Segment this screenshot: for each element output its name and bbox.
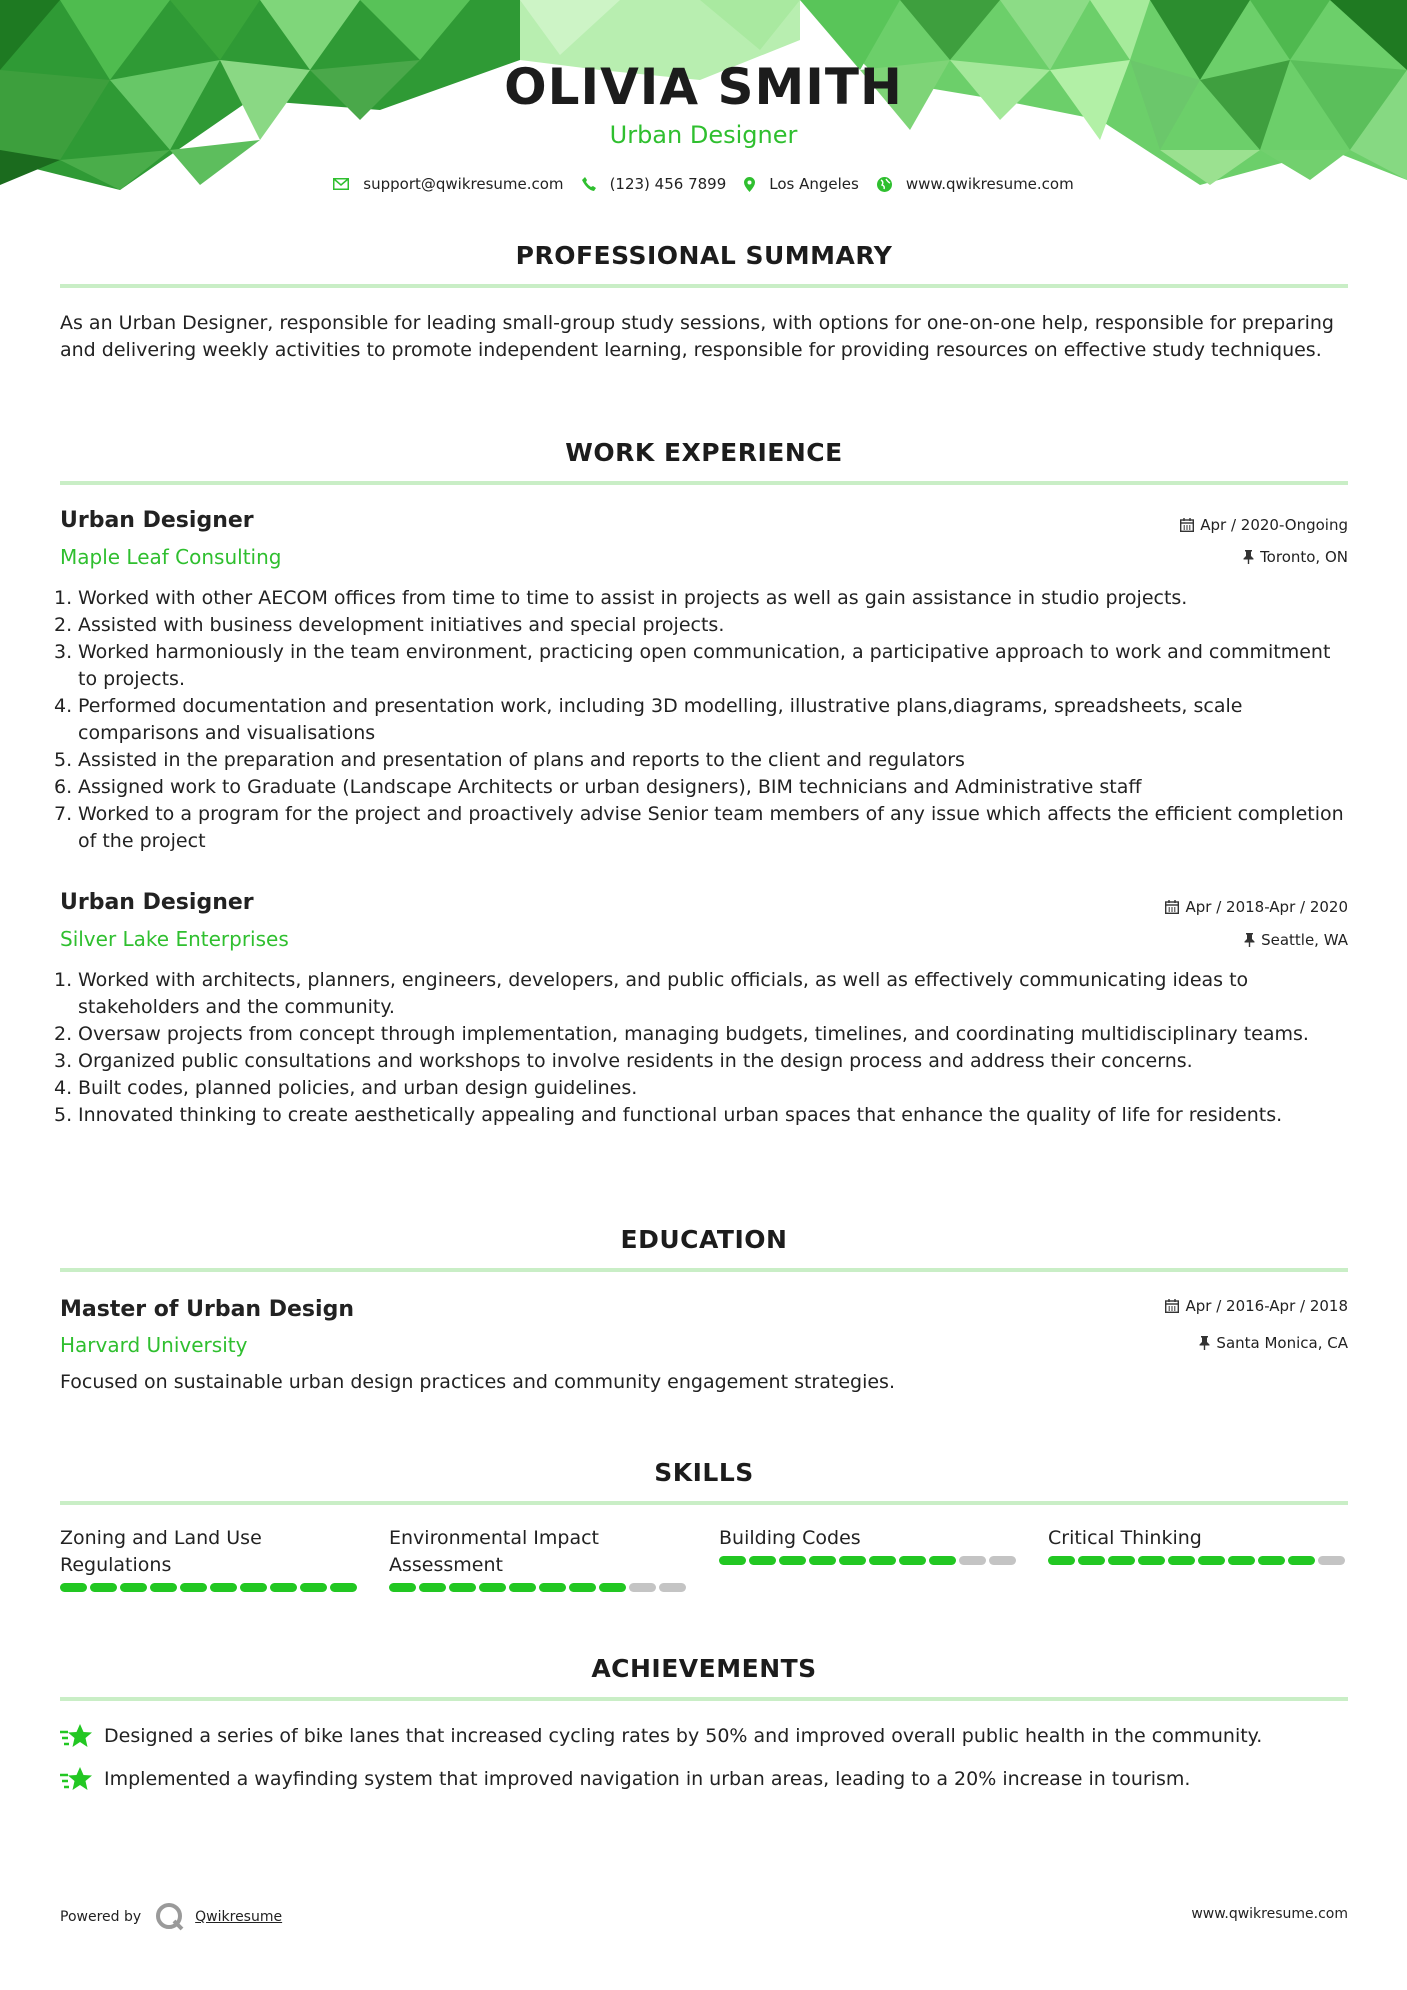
skill-dot-filled: [779, 1556, 806, 1565]
globe-icon: [877, 177, 892, 192]
map-pin-icon: [744, 177, 755, 192]
skill-dot-filled: [240, 1583, 267, 1592]
skill-dot-filled: [719, 1556, 746, 1565]
summary-text: As an Urban Designer, responsible for leading small-group study sessions, with options for one-on-one help, responsible for preparing and delivering weekly activities to promote independent learning, responsible for providing resources on effective study techniques.: [60, 312, 1334, 361]
skill-dot-filled: [1048, 1556, 1075, 1565]
skill-dot-filled: [869, 1556, 896, 1565]
contact-website-text: www.qwikresume.com: [905, 175, 1074, 193]
achievements-divider: [60, 1697, 1348, 1701]
skill-dot-filled: [210, 1583, 237, 1592]
skill-dot-filled: [90, 1583, 117, 1592]
job-duties-list: [78, 967, 1350, 1129]
job-date: [1180, 516, 1348, 534]
pushpin-icon: [1199, 1336, 1210, 1350]
skill-name: Building Codes: [719, 1527, 861, 1549]
list-item: Worked to a program for the project and proactively advise Senior team members of any issue which affects the efficient completion of the project: [78, 803, 1344, 852]
contact-email[interactable]: [333, 175, 563, 193]
skill-dot-empty: [989, 1556, 1016, 1565]
skill-dot-filled: [929, 1556, 956, 1565]
list-item: Worked harmoniously in the team environment, practicing open communication, a participative approach to work and commitment to projects.: [78, 641, 1331, 690]
skill-dot-filled: [1108, 1556, 1135, 1565]
skill-dot-filled: [300, 1583, 327, 1592]
skill-item: [719, 1525, 1019, 1565]
skill-dot-filled: [150, 1583, 177, 1592]
contact-email-text: support@qwikresume.com: [363, 175, 564, 193]
contact-location: [744, 175, 859, 193]
skill-dot-empty: [629, 1583, 656, 1592]
skill-dot-filled: [330, 1583, 357, 1592]
list-item: Worked with other AECOM offices from time to time to assist in projects as well as gain assistance in studio projects.: [78, 587, 1188, 609]
skill-dot-filled: [599, 1583, 626, 1592]
skill-dot-filled: [1258, 1556, 1285, 1565]
skill-dot-filled: [1228, 1556, 1255, 1565]
job-location: [1244, 931, 1348, 949]
pushpin-icon: [1244, 933, 1255, 947]
skill-dot-filled: [1138, 1556, 1165, 1565]
contact-location-text: Los Angeles: [769, 175, 859, 193]
skills-divider: [60, 1501, 1348, 1505]
skill-name: Zoning and Land Use Regulations: [60, 1527, 262, 1576]
skill-dot-filled: [270, 1583, 297, 1592]
job-location: [1243, 548, 1348, 566]
envelope-icon: [333, 178, 349, 190]
experience-divider: [60, 481, 1348, 485]
skill-rating: [719, 1556, 1019, 1565]
education-description: Focused on sustainable urban design practices and community engagement strategies.: [60, 1371, 895, 1393]
job-title: Urban Designer: [60, 508, 254, 533]
skill-dot-filled: [419, 1583, 446, 1592]
job-date: [1165, 898, 1348, 916]
education-date: [1165, 1297, 1348, 1315]
skill-dot-filled: [899, 1556, 926, 1565]
footer-powered-by: [60, 1902, 282, 1932]
skill-dot-empty: [1318, 1556, 1345, 1565]
education-heading: EDUCATION: [620, 1225, 788, 1254]
skill-dot-filled: [389, 1583, 416, 1592]
education-location: [1199, 1334, 1348, 1352]
skill-rating: [1048, 1556, 1348, 1565]
job-title: Urban Designer: [60, 890, 254, 915]
skill-dot-filled: [839, 1556, 866, 1565]
skill-dot-empty: [959, 1556, 986, 1565]
footer-url[interactable]: www.qwikresume.com: [1191, 1906, 1348, 1922]
skill-rating: [60, 1583, 360, 1592]
qwikresume-logo-icon: [155, 1902, 185, 1932]
skill-item: [389, 1525, 689, 1592]
skill-dot-filled: [749, 1556, 776, 1565]
star-icon: [60, 1723, 92, 1749]
qwikresume-link[interactable]: Qwikresume: [195, 1909, 283, 1925]
calendar-icon: [1180, 518, 1194, 532]
contact-phone[interactable]: [582, 175, 727, 193]
contact-website[interactable]: [877, 175, 1074, 193]
skill-dot-filled: [539, 1583, 566, 1592]
list-item: Assisted in the preparation and presentation of plans and reports to the client and regulators: [78, 749, 965, 771]
skill-item: [1048, 1525, 1348, 1565]
pushpin-icon: [1243, 550, 1254, 564]
skill-dot-filled: [1288, 1556, 1315, 1565]
job-company: Silver Lake Enterprises: [60, 927, 289, 951]
skill-dot-filled: [120, 1583, 147, 1592]
job-duties-list: [78, 585, 1350, 855]
achievement-text: Implemented a wayfinding system that improved navigation in urban areas, leading to a 20% increase in tourism.: [104, 1768, 1191, 1790]
powered-by-label: Powered by: [60, 1909, 142, 1925]
skill-dot-filled: [509, 1583, 536, 1592]
skill-dot-filled: [809, 1556, 836, 1565]
list-item: Innovated thinking to create aesthetically appealing and functional urban spaces that enhance the quality of life for residents.: [78, 1104, 1283, 1126]
list-item: Performed documentation and presentation work, including 3D modelling, illustrative plans,diagrams, spreadsheets, scale comparisons and visualisations: [78, 695, 1243, 744]
skill-dot-filled: [1078, 1556, 1105, 1565]
list-item: Worked with architects, planners, engineers, developers, and public officials, as well as effectively communicating ideas to stakeholders and the community.: [78, 969, 1249, 1018]
skill-dot-filled: [1198, 1556, 1225, 1565]
skill-name: Environmental Impact Assessment: [389, 1527, 599, 1576]
skill-name: Critical Thinking: [1048, 1527, 1202, 1549]
school-name: Harvard University: [60, 1333, 248, 1357]
skill-item: [60, 1525, 360, 1592]
phone-icon: [582, 177, 596, 191]
skill-dot-filled: [479, 1583, 506, 1592]
list-item: Assigned work to Graduate (Landscape Architects or urban designers), BIM technicians and Administrative staff: [78, 776, 1142, 798]
skill-rating: [389, 1583, 689, 1592]
summary-heading: PROFESSIONAL SUMMARY: [515, 241, 893, 270]
contact-phone-text: (123) 456 7899: [609, 175, 727, 193]
list-item: Organized public consultations and workshops to involve residents in the design process and address their concerns.: [78, 1050, 1193, 1072]
calendar-icon: [1165, 1299, 1179, 1313]
job-date-text: Apr / 2020-Ongoing: [1200, 516, 1348, 534]
skill-dot-filled: [449, 1583, 476, 1592]
degree-title: Master of Urban Design: [60, 1297, 354, 1322]
job-date-text: Apr / 2018-Apr / 2020: [1185, 898, 1348, 916]
skill-dot-filled: [1168, 1556, 1195, 1565]
experience-heading: WORK EXPERIENCE: [565, 438, 843, 467]
achievement-item: [60, 1766, 1190, 1792]
skill-dot-filled: [569, 1583, 596, 1592]
education-divider: [60, 1268, 1348, 1272]
summary-divider: [60, 284, 1348, 288]
education-date-text: Apr / 2016-Apr / 2018: [1185, 1297, 1348, 1315]
skills-heading: SKILLS: [654, 1458, 754, 1487]
achievement-item: [60, 1723, 1262, 1749]
achievements-heading: ACHIEVEMENTS: [591, 1654, 817, 1683]
skill-dot-empty: [659, 1583, 686, 1592]
list-item: Oversaw projects from concept through implementation, managing budgets, timelines, and coordinating multidisciplinary teams.: [78, 1023, 1309, 1045]
list-item: Assisted with business development initiatives and special projects.: [78, 614, 725, 636]
list-item: Built codes, planned policies, and urban design guidelines.: [78, 1077, 638, 1099]
calendar-icon: [1165, 900, 1179, 914]
contact-bar: [0, 175, 1407, 193]
candidate-role: Urban Designer: [609, 121, 798, 149]
job-location-text: Toronto, ON: [1260, 548, 1348, 566]
candidate-name: OLIVIA SMITH: [504, 58, 903, 116]
job-location-text: Seattle, WA: [1261, 931, 1348, 949]
achievement-text: Designed a series of bike lanes that increased cycling rates by 50% and improved overall public health in the community.: [104, 1725, 1263, 1747]
star-icon: [60, 1766, 92, 1792]
skill-dot-filled: [60, 1583, 87, 1592]
skill-dot-filled: [180, 1583, 207, 1592]
job-company: Maple Leaf Consulting: [60, 545, 282, 569]
education-location-text: Santa Monica, CA: [1216, 1334, 1348, 1352]
